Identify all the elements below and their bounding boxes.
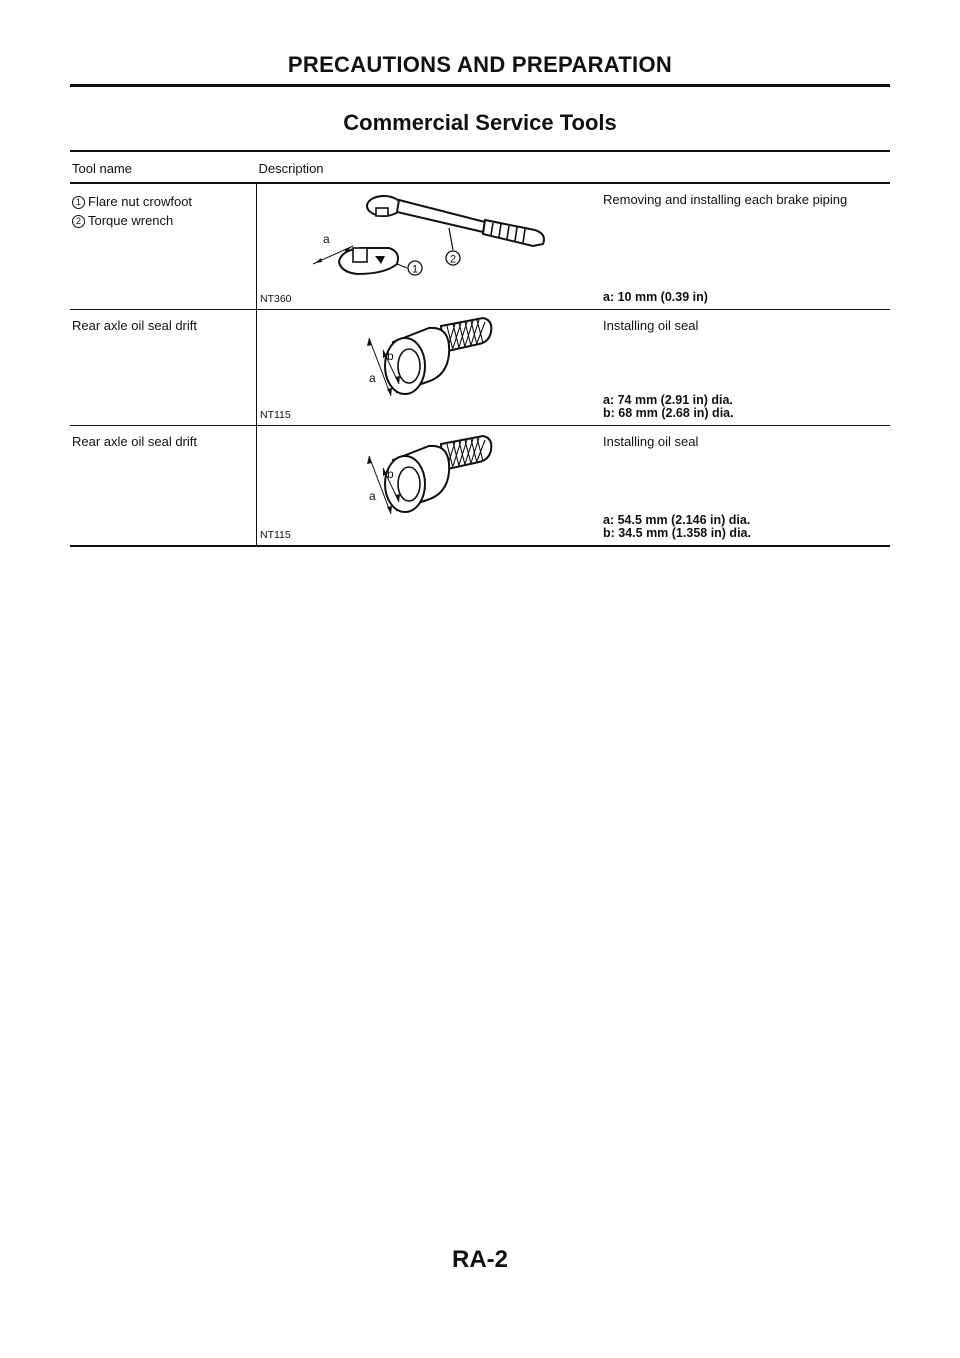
table-header-row <box>70 151 890 183</box>
oil-seal-drift-illustration <box>257 426 603 545</box>
callout-1: 1 <box>411 263 419 276</box>
callout-2: 2 <box>449 253 457 266</box>
tool-name-cell <box>70 183 257 310</box>
spec-block <box>603 394 734 420</box>
spec-line: b: 68 mm (2.68 in) dia. <box>603 406 734 420</box>
table-row <box>70 310 890 426</box>
spec-line: b: 34.5 mm (1.358 in) dia. <box>603 526 751 540</box>
description-cell <box>603 183 890 310</box>
page-number: RA-2 <box>451 1246 508 1273</box>
spec-block <box>603 291 708 304</box>
spec-line: a: 54.5 mm (2.146 in) dia. <box>603 513 751 527</box>
tool-image-cell <box>257 183 604 310</box>
tool-image-cell <box>257 310 604 426</box>
tools-table <box>70 150 890 547</box>
tool-name: Rear axle oil seal drift <box>72 318 197 333</box>
column-description: Description <box>257 151 891 183</box>
tool-image-cell <box>257 426 604 547</box>
description-cell <box>603 310 890 426</box>
dimension-label-a: a <box>369 371 376 385</box>
number-badge: 1 <box>72 196 85 209</box>
page-header: PRECAUTIONS AND PREPARATION <box>70 52 890 87</box>
column-tool-name: Tool name <box>70 151 257 183</box>
table-row <box>70 183 890 310</box>
tool-name-cell <box>70 310 257 426</box>
number-badge: 2 <box>72 215 85 228</box>
tool-name-cell <box>70 426 257 547</box>
tool-name: Flare nut crowfoot <box>88 194 193 209</box>
description-text: Installing oil seal <box>603 434 699 449</box>
dimension-label-b: b <box>387 349 394 363</box>
oil-seal-drift-illustration <box>257 310 603 425</box>
dimension-label-a: a <box>323 232 330 246</box>
image-code: NT360 <box>260 293 292 305</box>
torque-wrench-illustration <box>257 184 603 309</box>
tool-name: Rear axle oil seal drift <box>72 434 197 449</box>
description-text: Installing oil seal <box>603 318 699 333</box>
dimension-label-b: b <box>387 467 394 481</box>
tool-item <box>72 211 256 230</box>
description-text: Removing and installing each brake piping <box>603 192 848 207</box>
spec-line: a: 10 mm (0.39 in) <box>603 290 708 304</box>
dimension-label-a: a <box>369 489 376 503</box>
spec-line: a: 74 mm (2.91 in) dia. <box>603 393 733 407</box>
tool-name: Torque wrench <box>88 213 174 228</box>
image-code: NT115 <box>260 529 291 541</box>
image-code: NT115 <box>260 409 291 421</box>
tool-item <box>72 192 256 211</box>
table-row <box>70 426 890 547</box>
spec-block <box>603 514 751 540</box>
description-cell <box>603 426 890 547</box>
section-title: Commercial Service Tools <box>343 110 617 135</box>
